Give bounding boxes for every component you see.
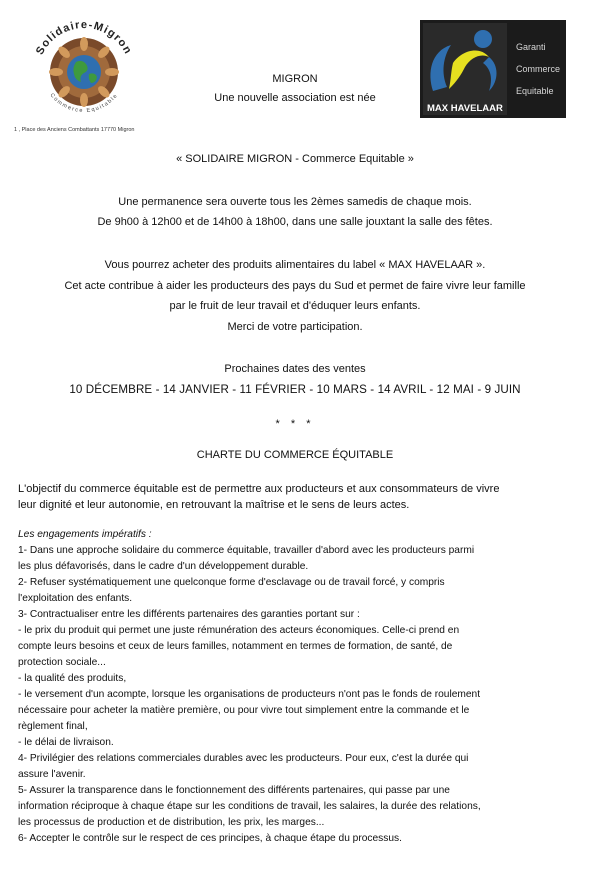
charter-intro-line-1: L'objectif du commerce équitable est de permettre aux producteurs et aux consommateurs de vivre (18, 483, 500, 495)
page-subtitle: Une nouvelle association est née (214, 92, 376, 104)
announcement-line-3: Vous pourrez acheter des produits alimentaires du label « MAX HAVELAAR ». (104, 259, 486, 271)
logo-text-top: Solidaire-Migron (33, 18, 135, 57)
address: 1 , Place des Anciens Combattants 17770 Migron (14, 127, 135, 133)
solidaire-migron-logo (22, 8, 146, 132)
charter-intro-line-2: leur dignité et leur autonomie, en retrouvant la maîtrise et le sens de leurs actes. (18, 499, 410, 511)
engagement-line: 3- Contractualiser entre les différents partenaires des garanties portant sur : (18, 609, 360, 620)
max-havelaar-line-1: Garanti (516, 42, 546, 52)
page-title: MIGRON (272, 73, 318, 85)
engagement-line: règlement final, (18, 721, 88, 732)
engagement-line: 2- Refuser systématiquement une quelconque forme d'esclavage ou de travail forcé, y compris (18, 577, 445, 588)
max-havelaar-name: MAX HAVELAAR (427, 103, 503, 114)
engagements-title: Les engagements impératifs : (18, 529, 152, 540)
announcement-line-2: De 9h00 à 12h00 et de 14h00 à 18h00, dans une salle jouxtant la salle des fêtes. (97, 216, 493, 228)
engagement-line: 6- Accepter le contrôle sur le respect de ces principes, à chaque étape du processus. (18, 833, 402, 844)
engagement-line: les processus de production et de distribution, les prix, les marges... (18, 817, 325, 828)
sale-dates: 10 DÉCEMBRE - 14 JANVIER - 11 FÉVRIER - 10 MARS - 14 AVRIL - 12 MAI - 9 JUIN (69, 383, 521, 396)
logo-text-bottom: Commerce Equitable (48, 92, 120, 115)
announcement-line-6: Merci de votre participation. (227, 321, 363, 333)
max-havelaar-line-3: Equitable (516, 86, 554, 96)
engagement-line: compte leurs besoins et ceux de leurs familles, notamment en termes de formation, de santé, de (18, 641, 453, 652)
hands-globe-icon (22, 8, 146, 132)
engagement-line: 5- Assurer la transparence dans le fonctionnement des différents partenaires, qui passe par une (18, 785, 450, 796)
announcement-line-4: Cet acte contribue à aider les producteurs des pays du Sud et permet de faire vivre leur famille (64, 280, 526, 292)
announcement-line-5: par le fruit de leur travail et d'éduquer leurs enfants. (169, 300, 421, 312)
charter-intro (18, 481, 578, 513)
max-havelaar-emblem (423, 23, 507, 115)
engagement-line: - le versement d'un acompte, lorsque les organisations de producteurs n'ont pas le fonds de roulement (18, 689, 481, 700)
engagement-line: nécessaire pour acheter la matière première, ou pour vivre tout simplement entre la commande et le (18, 705, 470, 716)
engagement-line: 1- Dans une approche solidaire du commerce équitable, travailler d'abord avec les producteurs parmi (18, 545, 475, 556)
association-name: « SOLIDAIRE MIGRON - Commerce Equitable » (176, 153, 414, 165)
engagement-line: - le prix du produit qui permet une juste rémunération des acteurs économiques. Celle-ci prend en (18, 625, 460, 636)
charter-title: CHARTE DU COMMERCE ÉQUITABLE (196, 449, 394, 461)
separator: * * * (275, 418, 315, 430)
max-havelaar-line-2: Commerce (516, 64, 561, 74)
engagement-line: - le délai de livraison. (18, 737, 114, 748)
engagement-line: protection sociale... (18, 657, 106, 668)
engagement-line: les plus défavorisés, dans le cadre d'un développement durable. (18, 561, 309, 572)
dates-title: Prochaines dates des ventes (224, 363, 366, 375)
engagement-line: - la qualité des produits, (18, 673, 127, 684)
engagement-line: assure l'avenir. (18, 769, 86, 780)
engagement-line: l'exploitation des enfants. (18, 593, 133, 604)
engagement-line: 4- Privilégier des relations commerciales durables avec les producteurs. Pour eux, c'est la durée qui (18, 753, 469, 764)
engagement-line: information réciproque à chaque étape sur les conditions de travail, les salaires, la durée des relations, (18, 801, 481, 812)
announcement-line-1: Une permanence sera ouverte tous les 2èmes samedis de chaque mois. (118, 196, 472, 208)
charter-engagements (18, 527, 578, 847)
max-havelaar-logo (420, 20, 566, 118)
fairtrade-mark-icon (423, 23, 507, 101)
